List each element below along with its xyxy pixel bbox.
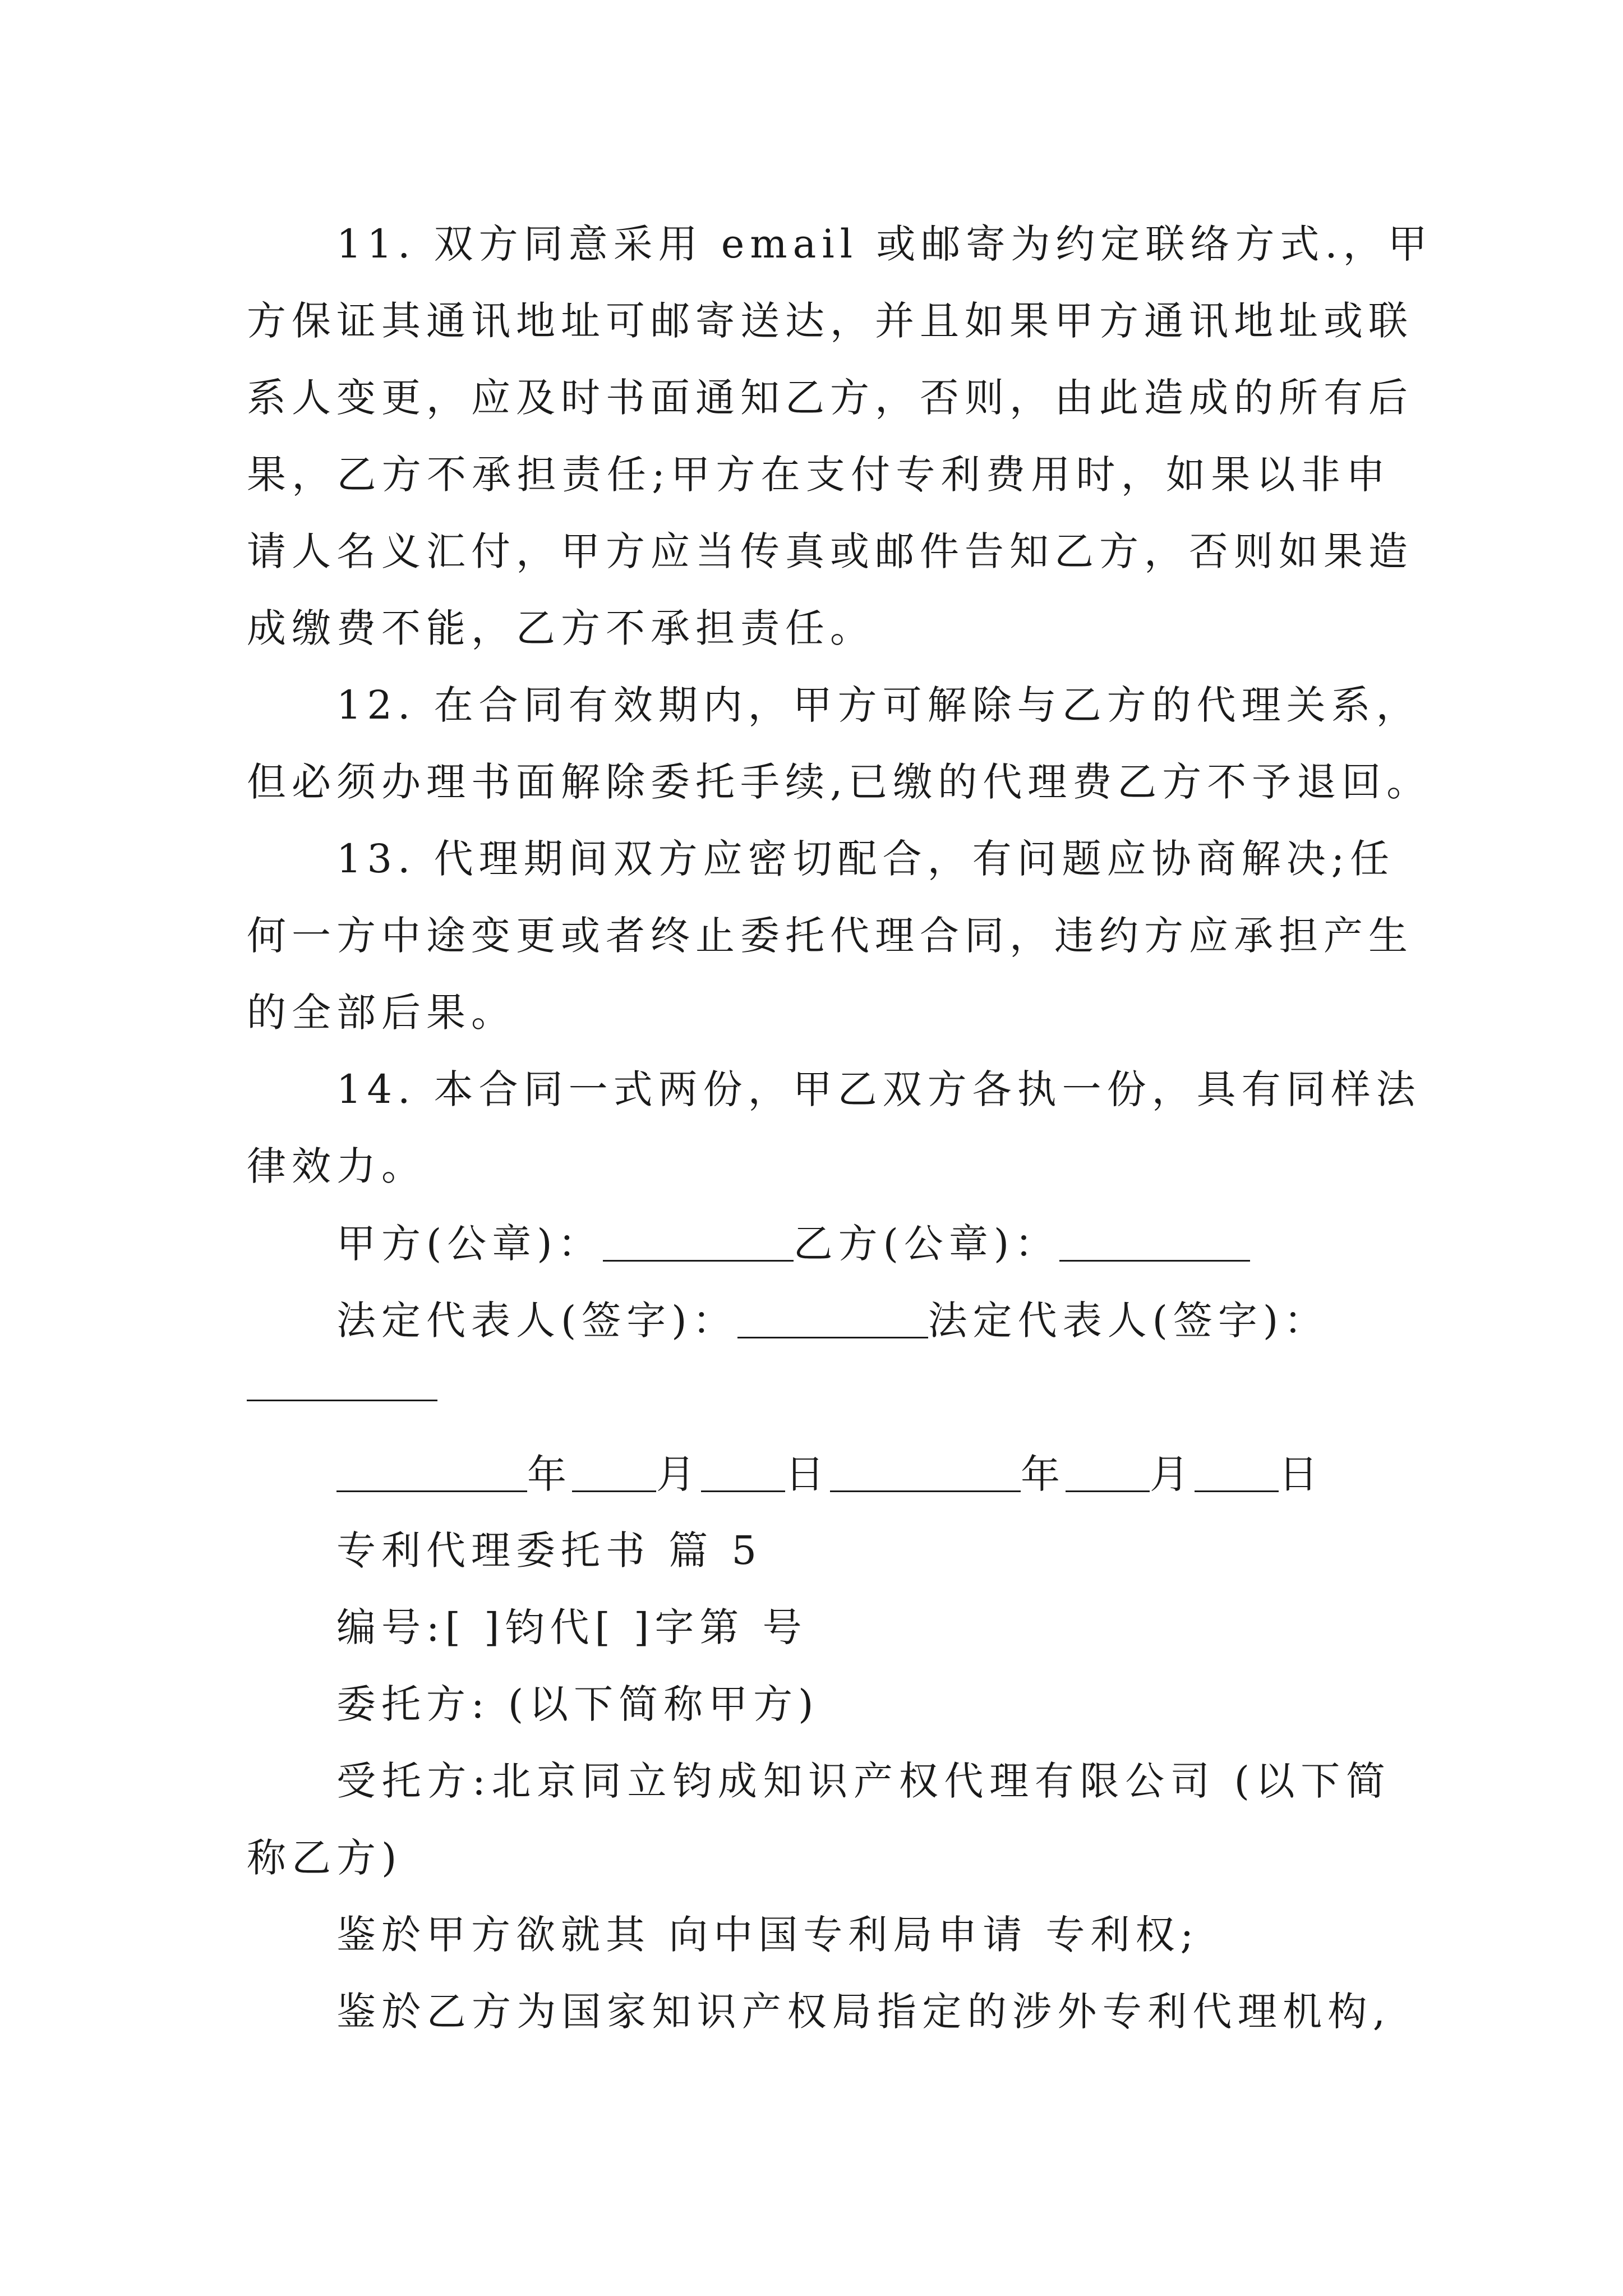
- party-b-rep-label: 法定代表人(签字)：: [928, 1297, 1329, 1343]
- clause-14-line-1: 14. 本合同一式两份，甲乙双方各执一份，具有同样法: [336, 1066, 1421, 1112]
- seal-line: [336, 1215, 1481, 1272]
- party-b-seal-blank: [1059, 1215, 1250, 1262]
- clause-13-line-3: 的全部后果。: [247, 990, 516, 1036]
- date-line: [336, 1446, 1481, 1502]
- clause-11-line-1: 11. 双方同意采用 email 或邮寄为约定联络方式.，甲: [336, 221, 1433, 267]
- client-party: 委托方: (以下简称甲方): [336, 1681, 819, 1727]
- party-a-year-label: 年: [527, 1451, 572, 1497]
- party-b-day-label: 日: [1279, 1451, 1324, 1497]
- clause-12-line-1: 12. 在合同有效期内，甲方可解除与乙方的代理关系，: [336, 682, 1421, 728]
- party-b-day-blank: [1195, 1446, 1279, 1492]
- party-a-month-label: 月: [656, 1451, 701, 1497]
- party-a-rep-label: 法定代表人(签字)：: [336, 1297, 737, 1343]
- party-b-year-label: 年: [1021, 1451, 1066, 1497]
- party-a-seal-blank: [603, 1215, 794, 1262]
- clause-12-line-2: 但必须办理书面解除委托手续,已缴的代理费乙方不予退回。: [247, 759, 1432, 805]
- clause-11-line-4: 果，乙方不承担责任;甲方在支付专利费用时，如果以非申: [247, 452, 1391, 498]
- representative-line: [336, 1292, 1481, 1349]
- clause-11-line-3: 系人变更，应及时书面通知乙方，否则，由此造成的所有后: [247, 375, 1413, 421]
- party-b-rep-blank: [247, 1400, 437, 1401]
- clause-11-line-5: 请人名义汇付，甲方应当传真或邮件告知乙方，否则如果造: [247, 528, 1413, 574]
- party-a-year-blank: [336, 1446, 527, 1492]
- clause-13-line-1: 13. 代理期间双方应密切配合，有问题应协商解决;任: [336, 836, 1395, 882]
- party-a-month-blank: [572, 1446, 656, 1492]
- clause-14-line-2: 律效力。: [247, 1143, 426, 1189]
- party-a-rep-blank: [737, 1292, 928, 1338]
- agent-party-line-2: 称乙方): [247, 1835, 403, 1881]
- whereas-clause-2: 鉴於乙方为国家知识产权局指定的涉外专利代理机构,: [336, 1989, 1391, 2035]
- party-a-day-blank: [701, 1446, 785, 1492]
- whereas-clause-1: 鉴於甲方欲就其 向中国专利局申请 专利权;: [336, 1912, 1200, 1958]
- clause-11-line-6: 成缴费不能，乙方不承担责任。: [247, 605, 875, 651]
- clause-13-line-2: 何一方中途变更或者终止委托代理合同，违约方应承担产生: [247, 913, 1413, 959]
- party-b-month-label: 月: [1150, 1451, 1195, 1497]
- party-b-seal-label: 乙方(公章)：: [793, 1221, 1060, 1267]
- clause-11-line-2: 方保证其通讯地址可邮寄送达，并且如果甲方通讯地址或联: [247, 298, 1413, 344]
- party-b-month-blank: [1066, 1446, 1150, 1492]
- section-5-title: 专利代理委托书 篇 5: [336, 1527, 763, 1573]
- contract-number: 编号:[ ]钧代[ ]字第 号: [336, 1604, 808, 1650]
- party-b-year-blank: [830, 1446, 1021, 1492]
- party-a-seal-label: 甲方(公章)：: [336, 1221, 603, 1267]
- party-a-day-label: 日: [785, 1451, 830, 1497]
- agent-party-line-1: 受托方:北京同立钧成知识产权代理有限公司 (以下简: [336, 1758, 1391, 1804]
